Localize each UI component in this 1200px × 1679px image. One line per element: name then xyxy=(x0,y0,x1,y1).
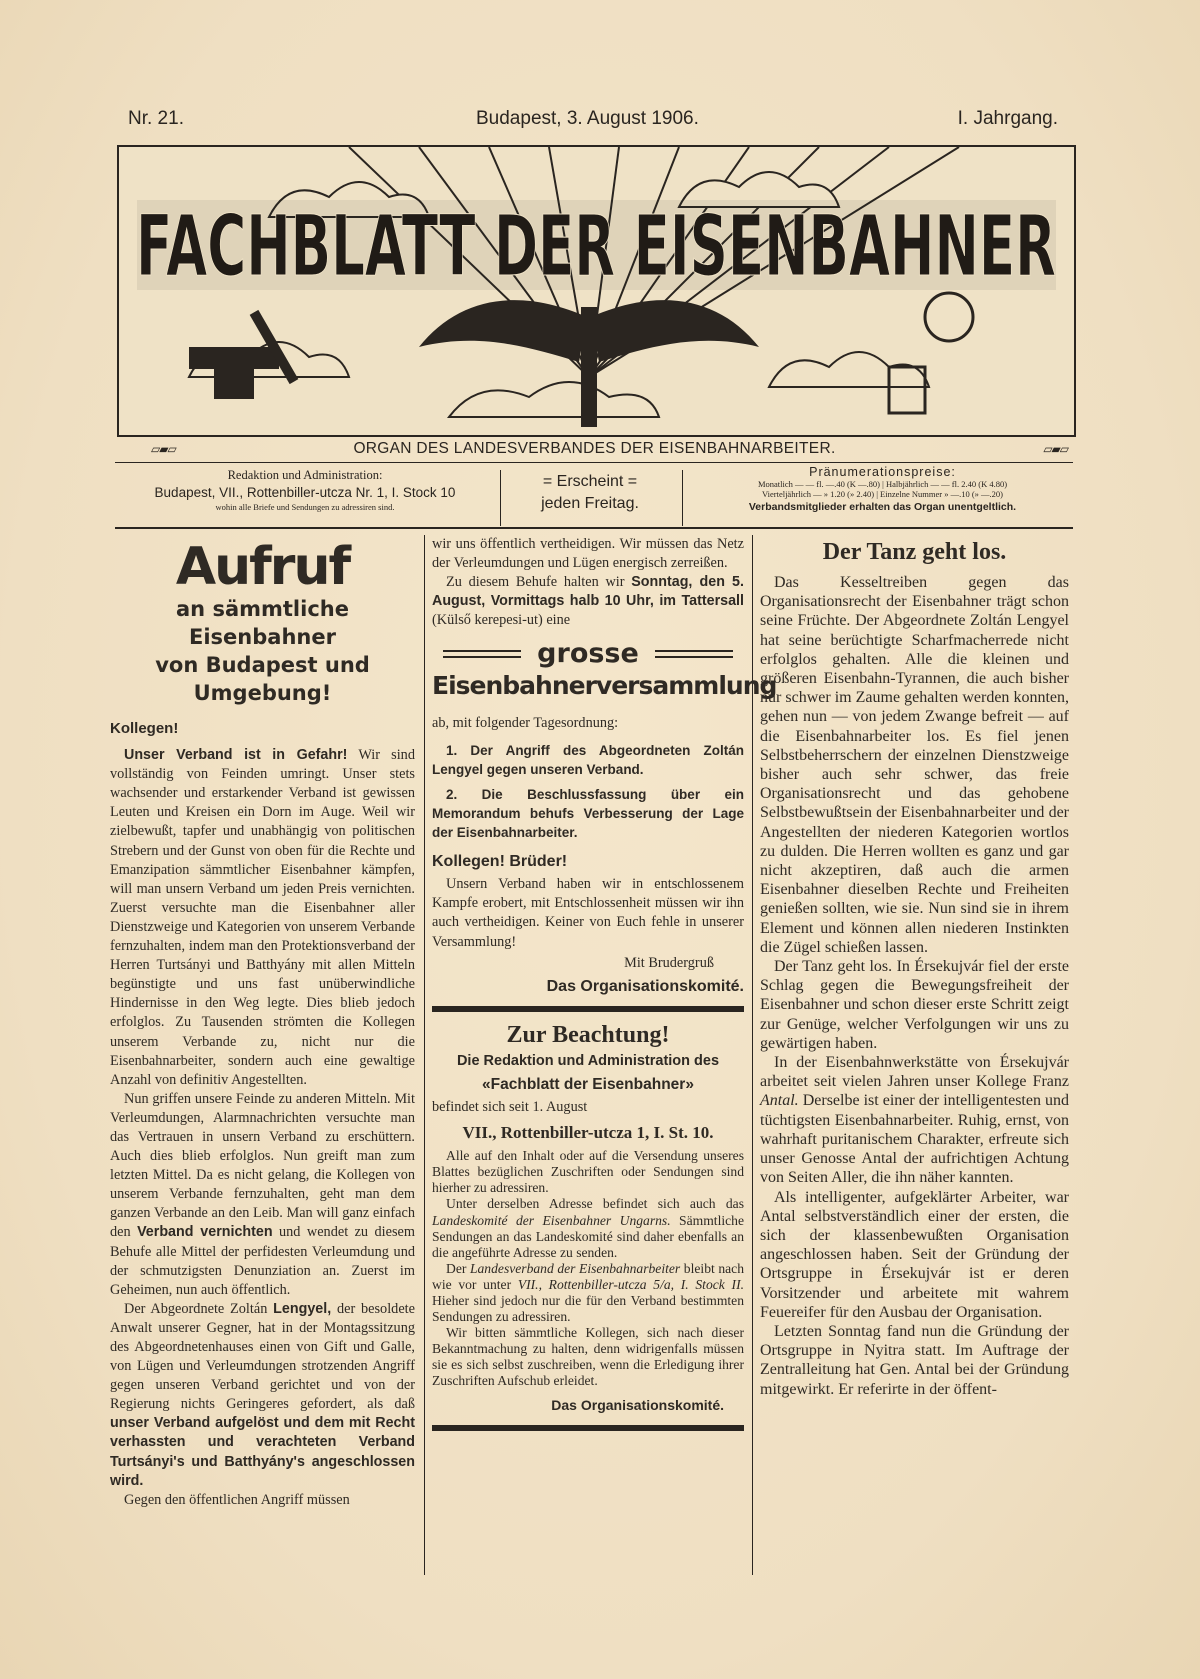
aufruf-p1-bold: Unser Verband ist in Gefahr! xyxy=(124,747,348,764)
tanz-p3-text-a: In der Eisenbahnwerkstätte von Érsekujvár arbeitet seit vielen Jahren unser Kollege Franz xyxy=(760,1054,1069,1091)
beachtung-p2-text-a: Unter derselben Adresse befindet sich auch das xyxy=(446,1196,744,1212)
aufruf-p3-text-a: Der Abgeordnete Zoltán xyxy=(124,1300,274,1317)
aufruf-p3-bold-2: unser Verband aufgelöst und dem mit Recht verhassten und verachteten Verband Turtsányi's und Batthyány's angeschlossen wird. xyxy=(110,1415,415,1489)
aufruf-title: Aufruf xyxy=(175,537,350,597)
erscheint-day: jeden Freitag. xyxy=(541,495,639,512)
agenda-item-1: 1. Der Angriff des Abgeordneten Zoltán Lengyel gegen unseren Verband. xyxy=(432,742,744,777)
aufruf-paragraph-2 xyxy=(110,1090,415,1300)
aufruf-greeting: Kollegen! xyxy=(110,720,179,737)
ornament-right-icon: ▱▰▱ xyxy=(1043,442,1068,456)
aufruf-subtitle-2: von Budapest und Umgebung! xyxy=(155,653,370,705)
tanz-p3-italic: Antal. xyxy=(760,1092,799,1110)
subscription-prices xyxy=(690,465,1075,525)
section-rule-2 xyxy=(432,1425,744,1431)
versammlung-title: Eisenbahnerversammlung xyxy=(432,670,777,700)
aufruf-p3-text-b: der besoldete Anwalt unserer Gegner, hat in der Montagssitzung des Abgeordnetenhauses einen von Gift und Galle, von Lügen und Verleumdungen strotzenden Angriff gegen unseren Verband gerichtet und von der Regierung nichts Geringeres gefordert, als daß xyxy=(110,1300,415,1413)
beachtung-befindet: befindet sich seit 1. August xyxy=(432,1098,588,1115)
beachtung-p3-text-b: bleibt nach wie vor unter xyxy=(432,1260,744,1292)
tanz-paragraph-2: Der Tanz geht los. In Érsekujvár fiel der erste Schlag gegen die Bewegungsfreiheit der Eisenbahner und schon dieser erste Schritt zeigt zur Genüge, welcher Verfolgungen wir uns zu gewärtigen haben. xyxy=(760,958,1069,1052)
aufruf-p2-text-b: und wendet zu diesem Behufe alle Mittel der perfidesten Verleumdung und der schmutzigsten Denunziation an. Zuerst im Geheimen, nun auch öffentlich. xyxy=(110,1224,415,1298)
beachtung-p3-italic-2: VII., Rottenbiller-utcza 5/a, I. Stock II. xyxy=(517,1276,744,1292)
tanz-paragraph-5: Letzten Sonntag fand nun die Gründung der Ortsgruppe in Nyitra statt. Im Auftrage der Zentralleitung hat Gen. Antal bei der Gründung mitgewirkt. Er referirte in der öffent- xyxy=(760,1322,1069,1398)
organ-title: ORGAN DES LANDESVERBANDES DER EISENBAHNARBEITER. xyxy=(353,440,836,457)
beachtung-paragraph-3 xyxy=(432,1261,744,1325)
editorial-address: Budapest, VII., Rottenbiller-utcza Nr. 1, I. Stock 10 xyxy=(154,485,456,500)
column-aufruf xyxy=(110,535,415,1510)
ornament-left-icon: ▱▰▱ xyxy=(151,442,176,456)
preise-row-2: Vierteljährlich — » 1.20 (» 2.40) | Einzelne Nummer » —.10 (» —.20) xyxy=(761,489,1004,499)
versammlung-paragraph-3: Unsern Verband haben wir in entschlossenem Kampfe erobert, mit Entschlossenheit müssen wir ihn auch vertheidigen. Keiner von Euch fehle in unserer Versammlung! xyxy=(432,876,744,950)
tanz-paragraph-4: Als intelligenter, aufgeklärter Arbeiter, war Antal selbstverständlich einer der ersten, die sich der klassenbewußten Organisation angeschlossen haben. Seit der Gründung der Ortsgruppe in Érsekujvár ist er deren Vorsitzender und arbeitete mit wahrem Feuereifer für den Ausbau der Organisation. xyxy=(760,1188,1069,1321)
versammlung-p2-text-b: (Külső kerepesi-ut) eine xyxy=(432,612,571,629)
aufruf-p1-text: Wir sind vollständig von Feinden umringt. Unser stets wachsender und erstarkender Verband ist gewissen Leuten und Kreisen ein Dorn im Auge. Weil wir zielbewußt, tapfer und unabhängig von politischen Strebern und der Gunst von oben für die Rechte und Emanzipation sämmtlicher Eisenbahner kämpfen, will man unsern Verband um jeden Preis vernichten. Zuerst versuchte man die Eisenbahner aller Dienstzweige und Kategorien von unserem Verbande fernzuhalten, indem man den Protektionsverband der Herren Turtsányi und Batthyány mit allen Mitteln begünstigte und uns fast unüberwindliche Hindernisse in den Weg legte. Dies blieb jedoch erfolglos. Zu Tausenden strömten die Kollegen unserem Verbande zu, nicht nur die Eisenbahnarbeiter, sondern auch eine gewaltige Anzahl von definitiv Angestellten. xyxy=(110,747,415,1088)
tanz-paragraph-1: Das Kesseltreiben gegen das Organisationsrecht der Eisenbahner trägt schon seine Früchte. Der Abgeordnete Zoltán Lengyel hat seine berüchtigte Scharfmacherrede nicht erfolglos gehalten. Alle die kleinen und größeren Eisenbahn-Tyrannen, die auch bisher nur schwer im Zaume gehalten werden konnten, gehen nun — von jedem Zwange befreit — auf die Eisenbahnarbeiter los. Es fiel jenen Selbstbeherrschern der einzelnen Dienstzweige bisher auch sehr schwer, das freie Organisationsrecht und das gehobene Selbstbewußtsein der Eisenbahnarbeiter und der Angestellten der niederen Kategorien wortlos zu dulden. Die Herren wollten es ganz und gar nicht akzeptiren, daß auch die armen Eisenbahner dieselben Rechte und Freiheiten genießen sollten, wie sie. Nun sind sie in ihrem Element und können allen niederen Instinkten die Zügel schießen lassen. xyxy=(760,574,1069,956)
versammlung-paragraph-1: wir uns öffentlich vertheidigen. Wir müssen das Netz der Verleumdungen und Lügen energisch zerreißen. xyxy=(432,536,744,572)
divider-bottom xyxy=(115,527,1073,529)
publication-schedule xyxy=(505,465,675,525)
section-rule-1 xyxy=(432,1006,744,1012)
preise-row-1: Monatlich — — fl. —.40 (K —.80) | Halbjährlich — — fl. 2.40 (K 4.80) xyxy=(757,479,1008,489)
preise-label: Pränumerationspreise: xyxy=(809,465,956,479)
beachtung-paragraph-2 xyxy=(432,1196,744,1260)
info-divider-2 xyxy=(682,470,683,526)
tanz-paragraph-3 xyxy=(760,1053,1069,1187)
tagesordnung-intro: ab, mit folgender Tagesordnung: xyxy=(432,714,619,731)
address-note: wohin alle Briefe und Sendungen zu adressiren sind. xyxy=(215,502,395,512)
grosse-rule-left xyxy=(443,650,521,658)
brudergruss: Mit Brudergruß xyxy=(624,954,714,971)
beachtung-p3-text-c: Hieher sind jedoch nur die für den Verband bestimmten Sendungen zu adressiren. xyxy=(432,1293,744,1325)
beachtung-body xyxy=(432,1148,744,1389)
organisationskomitee-signature: Das Organisationskomité. xyxy=(546,977,744,995)
aufruf-paragraph-4: Gegen den öffentlichen Angriff müssen xyxy=(124,1491,350,1508)
versammlung-p2-bold: Sonntag, den 5. August, Vormittags halb 10 Uhr, im Tattersall xyxy=(432,574,744,610)
grosse-rule-right xyxy=(655,650,733,658)
preise-note: Verbandsmitglieder erhalten das Organ unentgeltlich. xyxy=(748,501,1017,513)
issue-date: Budapest, 3. August 1906. xyxy=(476,108,699,129)
issue-number: Nr. 21. xyxy=(128,108,184,129)
beachtung-redaktion: Die Redaktion und Administration des xyxy=(456,1052,720,1069)
beachtung-paragraph-1: Alle auf den Inhalt oder auf die Versendung unseres Blattes bezüglichen Zuschriften oder Sendungen sind hierher zu adressiren. xyxy=(432,1148,744,1196)
editorial-info xyxy=(115,465,495,525)
aufruf-paragraph-3 xyxy=(110,1300,415,1491)
tanz-p3-text-b: Derselbe ist einer der intelligentesten und tüchtigsten Eisenbahnarbeiter. Ruhig, ernst, von wahrhaft puritanischem Charakter, erfreute sich unser Genosse Antal der aufrichtigen Achtung von Seiten Aller, die ihn näher kannten. xyxy=(760,1092,1069,1187)
beachtung-p2-text-b: Sämmtliche Sendungen an das Landeskomité sind daher ebenfalls an die angeführte Adresse zu senden. xyxy=(432,1212,744,1260)
grosse-heading xyxy=(432,638,744,670)
agenda-item-2: 2. Die Beschlussfassung über ein Memorandum behufs Verbesserung der Lage der Eisenbahnarbeiter. xyxy=(432,786,744,841)
versammlung-greeting: Kollegen! Brüder! xyxy=(432,853,568,871)
tanz-title: Der Tanz geht los. xyxy=(822,539,1007,565)
beachtung-address: VII., Rottenbiller-utcza 1, I. St. 10. xyxy=(462,1123,714,1143)
erscheint-label: = Erscheint = xyxy=(542,473,638,490)
aufruf-paragraph-1 xyxy=(110,746,415,1090)
beachtung-p3-italic-1: Landesverband der Eisenbahnarbeiter xyxy=(469,1260,681,1276)
beachtung-p3-text-a: Der xyxy=(446,1260,470,1276)
aufruf-subtitle-1: an sämmtliche Eisenbahner xyxy=(176,597,349,649)
beachtung-paragraph-4: Wir bitten sämmtliche Kollegen, sich nach dieser Bekanntmachung zu halten, denn widrigenfalls müssen sie es sich selbst zuschreiben, wenn die Erledigung ihrer Zuschriften Aufschub erleidet. xyxy=(432,1325,744,1389)
organ-line xyxy=(117,440,1072,464)
beachtung-p2-italic: Landeskomité der Eisenbahner Ungarns. xyxy=(432,1212,671,1228)
masthead-illustration xyxy=(117,145,1076,437)
grosse-label: grosse xyxy=(537,638,639,670)
anvil-hammer-icon xyxy=(189,310,298,399)
masthead-title: FACHBLATT DER EISENBAHNER xyxy=(136,197,1056,295)
beachtung-fachblatt: «Fachblatt der Eisenbahner» xyxy=(482,1075,694,1093)
info-divider-1 xyxy=(500,470,501,526)
issue-line xyxy=(128,108,1058,138)
aufruf-p2-text-a: Nun griffen unsere Feinde zu anderen Mitteln. Mit Verleumdungen, Alarmnachrichten versuchte man das Vertrauen in unsern Verband zu erschüttern. Auch dies blieb erfolglos. Nun greift man zum letzten Mittel. Da es nicht gelang, die Kollegen von unserem Verbande fernzuhalten, geht man dem ganzen Verbande an den Leib. Man will ganz einfach den xyxy=(110,1090,415,1241)
aufruf-p3-bold-1: Lengyel, xyxy=(273,1300,332,1317)
column-tanz xyxy=(760,535,1069,1399)
column-versammlung xyxy=(432,535,777,1437)
redaktion-label: Redaktion und Administration: xyxy=(227,468,383,482)
organisationskomitee-signature-2: Das Organisationskomité. xyxy=(551,1396,724,1413)
beachtung-title: Zur Beachtung! xyxy=(506,1021,670,1048)
versammlung-paragraph-2 xyxy=(432,573,744,630)
divider-top xyxy=(115,462,1073,463)
column-divider-1 xyxy=(424,535,425,1575)
issue-volume: I. Jahrgang. xyxy=(957,108,1058,129)
aufruf-p2-bold: Verband vernichten xyxy=(137,1224,273,1241)
versammlung-p2-text-a: Zu diesem Behufe halten wir xyxy=(446,574,632,591)
lantern-icon xyxy=(889,293,973,413)
